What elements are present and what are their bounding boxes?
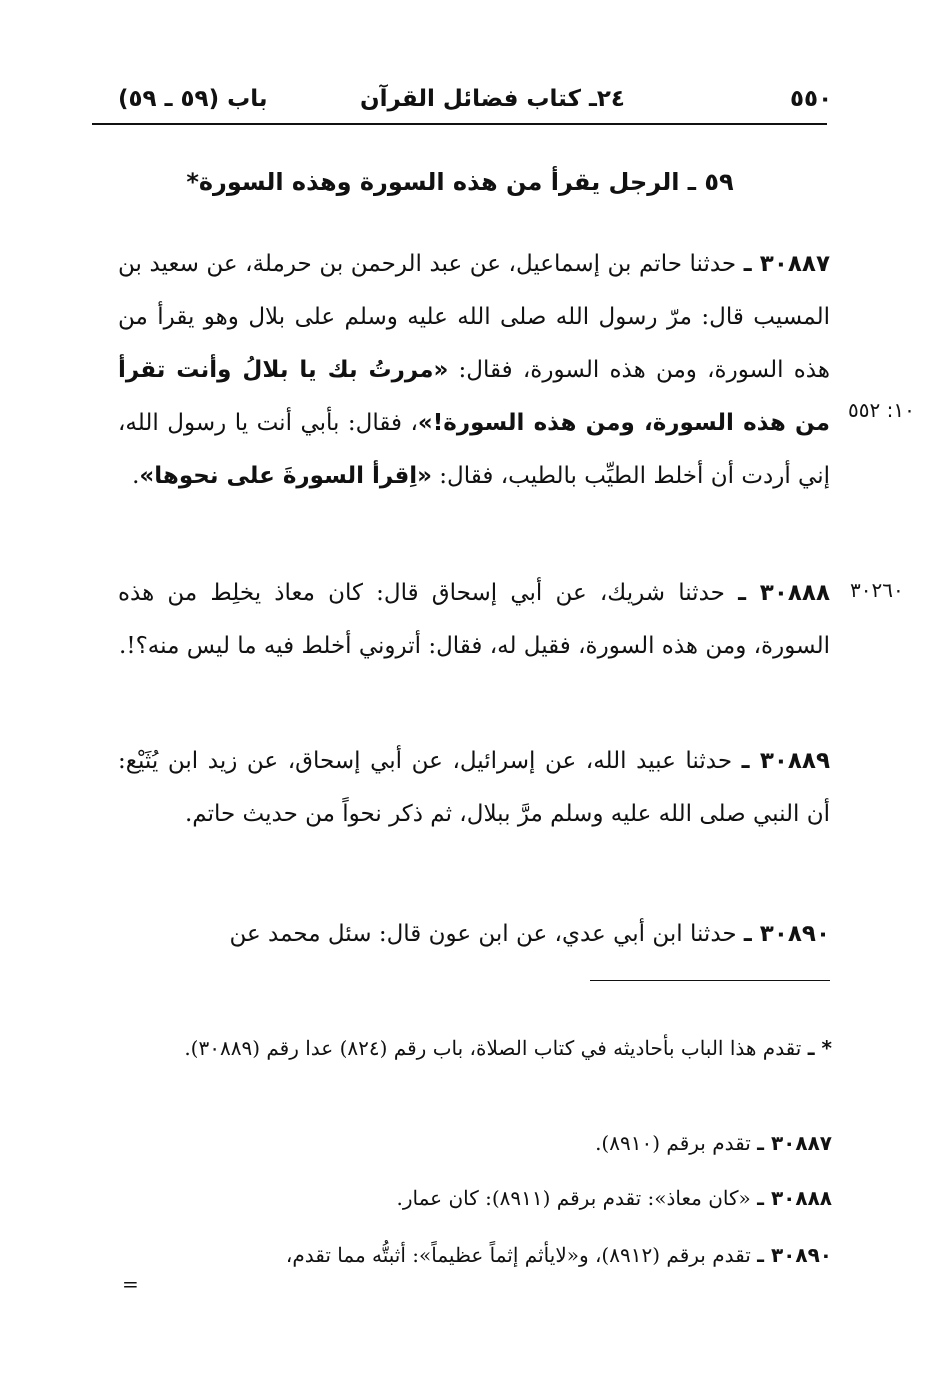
footnote <box>110 1232 832 1278</box>
footnote-text: تقدم برقم (٨٩١٢)، و«لايأثم إثماً عظيماً»: أثبتُّه مما تقدم، <box>285 1243 758 1267</box>
section-title: ٥٩ ـ الرجل يقرأ من هذه السورة وهذه السورة* <box>186 168 734 196</box>
hadith-text: ، فقال: بأبي أنت يا رسول الله، إني أردت أن أخلط الطيِّب بالطيب، فقال: <box>118 410 830 489</box>
hadith-30889 <box>118 735 830 841</box>
hadith-30888 <box>118 567 830 673</box>
hadith-number: ٣٠٨٨٩ ـ <box>741 748 831 774</box>
footnote-text: تقدم برقم (٨٩١٠). <box>595 1131 758 1155</box>
hadith-number: ٣٠٨٨٨ ـ <box>738 580 830 606</box>
footnote-marker: ٣٠٨٨٨ ـ <box>757 1186 832 1210</box>
margin-reference: ١٠: ٥٥٢ <box>848 398 915 422</box>
footnote-text: تقدم هذا الباب بأحاديثه في كتاب الصلاة، باب رقم (٨٢٤) عدا رقم (٣٠٨٨٩). <box>184 1036 808 1060</box>
hadith-number: ٣٠٨٩٠ ـ <box>743 921 830 947</box>
hadith-number: ٣٠٨٨٧ ـ <box>743 251 830 277</box>
hadith-text: . <box>132 463 140 489</box>
footnote-marker: ٣٠٨٨٧ ـ <box>757 1131 832 1155</box>
hadith-text: حدثنا ابن أبي عدي، عن ابن عون قال: سئل محمد عن <box>229 921 744 947</box>
footnote <box>110 1025 832 1071</box>
footnote-rule <box>590 980 830 981</box>
hadith-text: حدثنا شريك، عن أبي إسحاق قال: كان معاذ يخلِط من هذه السورة، ومن هذه السورة، فقيل له، فقال: أتروني أخلط فيه ما ليس منه؟!. <box>118 580 830 659</box>
footnote-text: «كان معاذ»: تقدم برقم (٨٩١١): كان عمار. <box>396 1186 758 1210</box>
footnote <box>110 1175 832 1221</box>
page-number: ٥٥٠ <box>790 86 833 112</box>
hadith-quote: «اِقرأ السورةَ على نحوها» <box>139 463 432 489</box>
hadith-30887 <box>118 238 830 503</box>
hadith-text: حدثنا عبيد الله، عن إسرائيل، عن أبي إسحاق، عن زيد ابن يُثَيْع: أن النبي صلى الله عليه وسلم مرَّ ببلال، ثم ذكر نحواً من حديث حاتم. <box>118 748 830 827</box>
hadith-quote: «مررتُ بك يا بلالُ وأنت تقرأ من هذه السورة، ومن هذه السورة!» <box>118 357 830 436</box>
hadith-text: حدثنا حاتم بن إسماعيل، عن عبد الرحمن بن حرملة، عن سعيد بن المسيب قال: مرّ رسول الله صلى الله عليه وسلم على بلال وهو يقرأ من هذه السورة، ومن هذه السورة، فقال: <box>118 251 830 383</box>
footnote-marker: * ـ <box>807 1036 832 1060</box>
footnote-marker: ٣٠٨٩٠ ـ <box>757 1243 832 1267</box>
hadith-30890 <box>118 908 830 961</box>
header-rule <box>92 123 827 125</box>
running-chapter-range: باب (٥٩ ـ ٥٩) <box>118 86 268 112</box>
footnote <box>110 1120 832 1166</box>
running-book-title: ٢٤ـ كتاب فضائل القرآن <box>360 86 625 112</box>
continuation-mark: = <box>122 1272 139 1296</box>
margin-reference: ٣٠٢٦٠ <box>850 578 904 602</box>
